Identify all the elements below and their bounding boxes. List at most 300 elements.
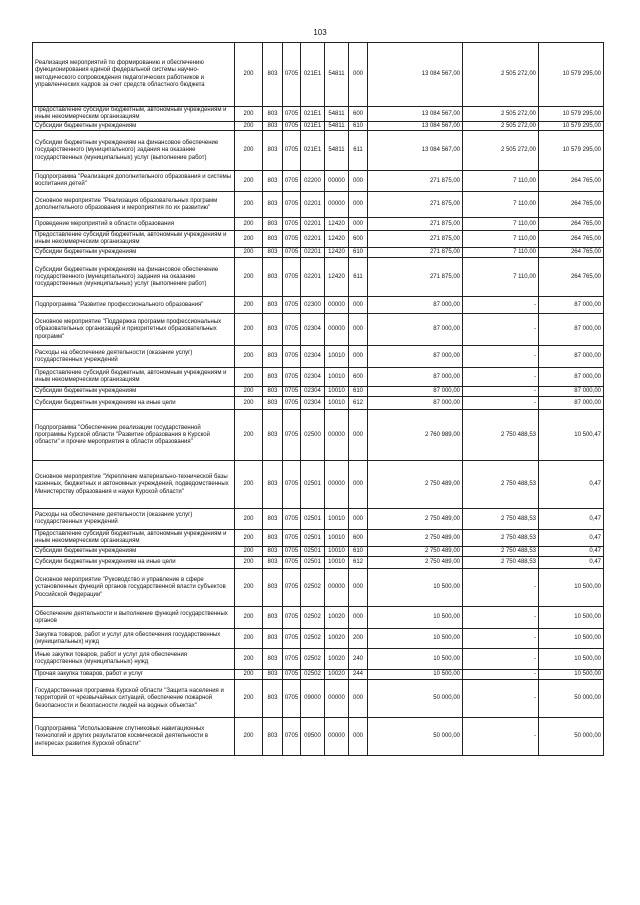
row-section-code: 803 xyxy=(263,607,283,629)
row-target-article-part2: 00000 xyxy=(325,569,349,607)
row-subsection-code: 0705 xyxy=(283,547,301,557)
row-admin-code: 200 xyxy=(235,43,263,107)
row-target-article-part2: 12420 xyxy=(325,258,349,297)
table-row xyxy=(33,171,604,192)
row-admin-code: 200 xyxy=(235,530,263,547)
row-target-article-part2: 10010 xyxy=(325,346,349,368)
row-amount-executed: 7 110,00 xyxy=(463,248,539,258)
row-amount-executed: 2 505 272,00 xyxy=(463,107,539,122)
row-subsection-code: 0705 xyxy=(283,397,301,410)
row-amount-remaining: 264 765,00 xyxy=(539,258,604,297)
table-row xyxy=(33,314,604,346)
row-amount-executed: 2 505 272,00 xyxy=(463,122,539,131)
row-section-code: 803 xyxy=(263,530,283,547)
row-amount-remaining: 10 579 295,00 xyxy=(539,43,604,107)
row-expense-type: 610 xyxy=(349,122,368,131)
table-row xyxy=(33,387,604,397)
row-amount-approved: 87 000,00 xyxy=(368,314,463,346)
row-target-article-part2: 54811 xyxy=(325,43,349,107)
row-amount-executed: 7 110,00 xyxy=(463,218,539,231)
row-target-article-part2: 10010 xyxy=(325,547,349,557)
row-section-code: 803 xyxy=(263,368,283,387)
row-target-article-part1: 02304 xyxy=(301,397,325,410)
row-subsection-code: 0705 xyxy=(283,171,301,192)
row-subsection-code: 0705 xyxy=(283,509,301,530)
row-amount-approved: 10 500,00 xyxy=(368,649,463,670)
row-name: Субсидии бюджетным учреждениям xyxy=(33,547,235,557)
row-name: Предоставление субсидий бюджетным, автономным учреждениям и иным некоммерческим организациям xyxy=(33,107,235,122)
table-row xyxy=(33,629,604,649)
row-amount-approved: 271 875,00 xyxy=(368,248,463,258)
row-admin-code: 200 xyxy=(235,218,263,231)
row-amount-executed: 2 750 488,53 xyxy=(463,557,539,569)
row-target-article-part2: 00000 xyxy=(325,461,349,509)
row-amount-executed: 7 110,00 xyxy=(463,192,539,218)
row-target-article-part2: 00000 xyxy=(325,718,349,756)
row-target-article-part2: 54811 xyxy=(325,131,349,171)
budget-table xyxy=(32,42,604,756)
row-expense-type: 610 xyxy=(349,547,368,557)
row-amount-approved: 271 875,00 xyxy=(368,218,463,231)
row-amount-executed: - xyxy=(463,314,539,346)
row-admin-code: 200 xyxy=(235,297,263,314)
row-amount-remaining: 50 000,00 xyxy=(539,718,604,756)
row-target-article-part2: 12420 xyxy=(325,218,349,231)
row-admin-code: 200 xyxy=(235,509,263,530)
row-amount-approved: 87 000,00 xyxy=(368,368,463,387)
row-amount-executed: - xyxy=(463,397,539,410)
row-target-article-part1: 021E1 xyxy=(301,107,325,122)
row-admin-code: 200 xyxy=(235,607,263,629)
row-amount-approved: 2 750 489,00 xyxy=(368,461,463,509)
row-amount-approved: 13 084 567,00 xyxy=(368,122,463,131)
row-name: Основное мероприятие "Укрепление материально-технической базы казенных, бюджетных и автономных учреждений, подведомственных Министерству образования и науки Курской области" xyxy=(33,461,235,509)
row-amount-executed: 2 750 488,53 xyxy=(463,509,539,530)
row-target-article-part2: 00000 xyxy=(325,192,349,218)
row-section-code: 803 xyxy=(263,122,283,131)
row-amount-remaining: 0,47 xyxy=(539,547,604,557)
table-row xyxy=(33,557,604,569)
row-amount-remaining: 0,47 xyxy=(539,461,604,509)
row-section-code: 803 xyxy=(263,297,283,314)
row-expense-type: 611 xyxy=(349,258,368,297)
row-target-article-part2: 00000 xyxy=(325,171,349,192)
row-target-article-part1: 02500 xyxy=(301,410,325,461)
row-target-article-part2: 00000 xyxy=(325,410,349,461)
row-target-article-part2: 10010 xyxy=(325,387,349,397)
row-section-code: 803 xyxy=(263,387,283,397)
row-subsection-code: 0705 xyxy=(283,680,301,718)
row-expense-type: 000 xyxy=(349,718,368,756)
row-target-article-part2: 10010 xyxy=(325,397,349,410)
table-row xyxy=(33,410,604,461)
row-amount-approved: 271 875,00 xyxy=(368,231,463,248)
row-target-article-part2: 10020 xyxy=(325,649,349,670)
row-name: Подпрограмма "Использование спутниковых навигационных технологий и других результатов космической деятельности в интересах развития Курской области" xyxy=(33,718,235,756)
row-section-code: 803 xyxy=(263,557,283,569)
row-subsection-code: 0705 xyxy=(283,346,301,368)
row-name: Субсидии бюджетным учреждениям xyxy=(33,387,235,397)
row-name: Основное мероприятие "Реализация образовательных программ дополнительного образования и мероприятия по их развитию" xyxy=(33,192,235,218)
row-admin-code: 200 xyxy=(235,557,263,569)
table-row xyxy=(33,461,604,509)
table-row xyxy=(33,569,604,607)
row-target-article-part1: 02501 xyxy=(301,547,325,557)
row-expense-type: 200 xyxy=(349,629,368,649)
row-amount-executed: 7 110,00 xyxy=(463,258,539,297)
row-target-article-part1: 09000 xyxy=(301,680,325,718)
row-amount-executed: - xyxy=(463,569,539,607)
row-name: Иные закупки товаров, работ и услуг для обеспечения государственных (муниципальных) нужд xyxy=(33,649,235,670)
row-amount-approved: 50 000,00 xyxy=(368,718,463,756)
row-admin-code: 200 xyxy=(235,248,263,258)
row-target-article-part2: 10020 xyxy=(325,607,349,629)
row-name: Субсидии бюджетным учреждениям на иные цели xyxy=(33,397,235,410)
row-amount-remaining: 10 500,00 xyxy=(539,629,604,649)
row-section-code: 803 xyxy=(263,629,283,649)
row-amount-remaining: 10 500,47 xyxy=(539,410,604,461)
row-admin-code: 200 xyxy=(235,231,263,248)
row-section-code: 803 xyxy=(263,43,283,107)
row-amount-executed: - xyxy=(463,607,539,629)
table-row xyxy=(33,547,604,557)
row-amount-executed: 7 110,00 xyxy=(463,171,539,192)
row-name: Предоставление субсидий бюджетным, автономным учреждениям и иным некоммерческим организациям xyxy=(33,231,235,248)
row-expense-type: 610 xyxy=(349,387,368,397)
row-amount-executed: - xyxy=(463,649,539,670)
row-amount-executed: - xyxy=(463,297,539,314)
row-admin-code: 200 xyxy=(235,346,263,368)
table-row xyxy=(33,231,604,248)
row-target-article-part2: 12420 xyxy=(325,231,349,248)
row-subsection-code: 0705 xyxy=(283,368,301,387)
row-expense-type: 000 xyxy=(349,680,368,718)
row-amount-approved: 2 750 489,00 xyxy=(368,557,463,569)
row-section-code: 803 xyxy=(263,346,283,368)
row-amount-executed: 2 750 488,53 xyxy=(463,461,539,509)
row-admin-code: 200 xyxy=(235,680,263,718)
row-admin-code: 200 xyxy=(235,314,263,346)
row-expense-type: 000 xyxy=(349,509,368,530)
row-name: Расходы на обеспечение деятельности (оказание услуг) государственных учреждений xyxy=(33,346,235,368)
row-expense-type: 612 xyxy=(349,557,368,569)
row-expense-type: 000 xyxy=(349,410,368,461)
row-subsection-code: 0705 xyxy=(283,410,301,461)
table-row xyxy=(33,530,604,547)
row-section-code: 803 xyxy=(263,397,283,410)
row-subsection-code: 0705 xyxy=(283,607,301,629)
row-amount-remaining: 50 000,00 xyxy=(539,680,604,718)
row-amount-approved: 271 875,00 xyxy=(368,171,463,192)
row-target-article-part1: 02502 xyxy=(301,607,325,629)
row-subsection-code: 0705 xyxy=(283,387,301,397)
row-section-code: 803 xyxy=(263,314,283,346)
row-target-article-part1: 02201 xyxy=(301,218,325,231)
row-amount-executed: - xyxy=(463,387,539,397)
row-subsection-code: 0705 xyxy=(283,314,301,346)
table-row xyxy=(33,346,604,368)
row-expense-type: 600 xyxy=(349,231,368,248)
row-amount-approved: 10 500,00 xyxy=(368,569,463,607)
row-amount-approved: 2 750 489,00 xyxy=(368,509,463,530)
row-target-article-part1: 09500 xyxy=(301,718,325,756)
row-amount-approved: 13 084 567,00 xyxy=(368,43,463,107)
row-section-code: 803 xyxy=(263,192,283,218)
row-amount-approved: 87 000,00 xyxy=(368,346,463,368)
row-target-article-part1: 02502 xyxy=(301,569,325,607)
table-row xyxy=(33,368,604,387)
row-subsection-code: 0705 xyxy=(283,461,301,509)
row-target-article-part2: 00000 xyxy=(325,314,349,346)
row-amount-approved: 10 500,00 xyxy=(368,629,463,649)
table-row xyxy=(33,248,604,258)
row-target-article-part2: 10010 xyxy=(325,530,349,547)
row-expense-type: 244 xyxy=(349,670,368,680)
row-amount-approved: 87 000,00 xyxy=(368,387,463,397)
row-subsection-code: 0705 xyxy=(283,297,301,314)
row-amount-approved: 13 084 567,00 xyxy=(368,131,463,171)
table-row xyxy=(33,122,604,131)
row-amount-executed: - xyxy=(463,670,539,680)
table-row xyxy=(33,192,604,218)
row-amount-remaining: 10 500,00 xyxy=(539,649,604,670)
row-amount-remaining: 0,47 xyxy=(539,530,604,547)
row-subsection-code: 0705 xyxy=(283,649,301,670)
row-name: Государственная программа Курской области "Защита населения и территорий от чрезвычайных ситуаций, обеспечение пожарной безопасности и безопасности людей на водных объектах" xyxy=(33,680,235,718)
row-amount-executed: - xyxy=(463,368,539,387)
row-name: Подпрограмма "Реализация дополнительного образования и системы воспитания детей" xyxy=(33,171,235,192)
row-admin-code: 200 xyxy=(235,387,263,397)
row-admin-code: 200 xyxy=(235,258,263,297)
row-target-article-part1: 021E1 xyxy=(301,43,325,107)
row-amount-remaining: 87 000,00 xyxy=(539,314,604,346)
row-expense-type: 000 xyxy=(349,607,368,629)
row-amount-executed: - xyxy=(463,346,539,368)
row-target-article-part1: 021E1 xyxy=(301,131,325,171)
table-row xyxy=(33,297,604,314)
row-section-code: 803 xyxy=(263,547,283,557)
row-amount-remaining: 87 000,00 xyxy=(539,387,604,397)
row-admin-code: 200 xyxy=(235,569,263,607)
row-amount-remaining: 10 500,00 xyxy=(539,607,604,629)
row-amount-approved: 2 750 489,00 xyxy=(368,530,463,547)
row-subsection-code: 0705 xyxy=(283,231,301,248)
row-target-article-part2: 54811 xyxy=(325,122,349,131)
row-expense-type: 600 xyxy=(349,368,368,387)
row-amount-remaining: 87 000,00 xyxy=(539,297,604,314)
row-section-code: 803 xyxy=(263,231,283,248)
row-expense-type: 000 xyxy=(349,43,368,107)
row-target-article-part2: 00000 xyxy=(325,297,349,314)
row-section-code: 803 xyxy=(263,649,283,670)
row-subsection-code: 0705 xyxy=(283,569,301,607)
row-name: Субсидии бюджетным учреждениям xyxy=(33,248,235,258)
row-admin-code: 200 xyxy=(235,629,263,649)
row-name: Субсидии бюджетным учреждениям на финансовое обеспечение государственного (муниципального) задания на оказание государственных (муниципальных) услуг (выполнение работ) xyxy=(33,131,235,171)
table-row xyxy=(33,670,604,680)
row-amount-executed: 2 750 488,53 xyxy=(463,530,539,547)
row-amount-remaining: 264 765,00 xyxy=(539,192,604,218)
row-target-article-part1: 02304 xyxy=(301,314,325,346)
row-expense-type: 000 xyxy=(349,569,368,607)
row-amount-executed: - xyxy=(463,718,539,756)
row-name: Расходы на обеспечение деятельности (оказание услуг) государственных учреждений xyxy=(33,509,235,530)
row-admin-code: 200 xyxy=(235,368,263,387)
row-section-code: 803 xyxy=(263,410,283,461)
row-target-article-part1: 021E1 xyxy=(301,122,325,131)
row-amount-approved: 13 084 567,00 xyxy=(368,107,463,122)
row-name: Предоставление субсидий бюджетным, автономным учреждениям и иным некоммерческим организациям xyxy=(33,368,235,387)
row-target-article-part2: 10020 xyxy=(325,629,349,649)
row-admin-code: 200 xyxy=(235,192,263,218)
row-section-code: 803 xyxy=(263,171,283,192)
table-row xyxy=(33,680,604,718)
row-admin-code: 200 xyxy=(235,107,263,122)
row-amount-remaining: 264 765,00 xyxy=(539,171,604,192)
page-number: 103 xyxy=(313,28,327,37)
row-amount-approved: 2 760 989,00 xyxy=(368,410,463,461)
row-amount-remaining: 264 765,00 xyxy=(539,218,604,231)
row-subsection-code: 0705 xyxy=(283,557,301,569)
row-amount-executed: 2 750 488,53 xyxy=(463,547,539,557)
row-admin-code: 200 xyxy=(235,410,263,461)
row-target-article-part1: 02502 xyxy=(301,670,325,680)
row-section-code: 803 xyxy=(263,107,283,122)
row-amount-remaining: 87 000,00 xyxy=(539,368,604,387)
table-row xyxy=(33,218,604,231)
row-name: Основное мероприятие "Поддержка программ профессиональных образовательных организаций и приоритетных образовательных программ" xyxy=(33,314,235,346)
row-section-code: 803 xyxy=(263,509,283,530)
row-section-code: 803 xyxy=(263,461,283,509)
row-admin-code: 200 xyxy=(235,397,263,410)
row-target-article-part1: 02200 xyxy=(301,171,325,192)
row-subsection-code: 0705 xyxy=(283,122,301,131)
row-target-article-part1: 02502 xyxy=(301,649,325,670)
row-target-article-part1: 02201 xyxy=(301,258,325,297)
row-amount-executed: - xyxy=(463,680,539,718)
row-subsection-code: 0705 xyxy=(283,629,301,649)
row-target-article-part2: 10010 xyxy=(325,509,349,530)
row-amount-approved: 10 500,00 xyxy=(368,670,463,680)
row-target-article-part1: 02201 xyxy=(301,192,325,218)
row-amount-remaining: 0,47 xyxy=(539,557,604,569)
row-name: Прочая закупка товаров, работ и услуг xyxy=(33,670,235,680)
row-subsection-code: 0705 xyxy=(283,43,301,107)
row-expense-type: 610 xyxy=(349,248,368,258)
row-target-article-part2: 00000 xyxy=(325,680,349,718)
row-subsection-code: 0705 xyxy=(283,258,301,297)
row-name: Субсидии бюджетным учреждениям на финансовое обеспечение государственного (муниципального) задания на оказание государственных (муниципальных) услуг (выполнение работ) xyxy=(33,258,235,297)
row-amount-executed: 2 750 488,53 xyxy=(463,410,539,461)
row-amount-approved: 87 000,00 xyxy=(368,397,463,410)
table-row xyxy=(33,509,604,530)
row-target-article-part2: 10010 xyxy=(325,368,349,387)
row-amount-executed: - xyxy=(463,629,539,649)
row-expense-type: 000 xyxy=(349,461,368,509)
table-row xyxy=(33,131,604,171)
row-expense-type: 000 xyxy=(349,218,368,231)
row-name: Предоставление субсидий бюджетным, автономным учреждениям и иным некоммерческим организациям xyxy=(33,530,235,547)
row-section-code: 803 xyxy=(263,218,283,231)
row-target-article-part2: 12420 xyxy=(325,248,349,258)
table-row xyxy=(33,718,604,756)
row-name: Проведение мероприятий в области образования xyxy=(33,218,235,231)
row-target-article-part1: 02201 xyxy=(301,248,325,258)
row-admin-code: 200 xyxy=(235,122,263,131)
row-admin-code: 200 xyxy=(235,670,263,680)
row-admin-code: 200 xyxy=(235,131,263,171)
row-amount-approved: 50 000,00 xyxy=(368,680,463,718)
row-target-article-part2: 10020 xyxy=(325,670,349,680)
row-amount-remaining: 10 579 295,00 xyxy=(539,131,604,171)
row-section-code: 803 xyxy=(263,258,283,297)
row-amount-remaining: 264 765,00 xyxy=(539,248,604,258)
row-amount-approved: 2 750 489,00 xyxy=(368,547,463,557)
row-admin-code: 200 xyxy=(235,718,263,756)
row-subsection-code: 0705 xyxy=(283,670,301,680)
row-section-code: 803 xyxy=(263,680,283,718)
row-admin-code: 200 xyxy=(235,461,263,509)
row-section-code: 803 xyxy=(263,670,283,680)
row-subsection-code: 0705 xyxy=(283,107,301,122)
row-name: Субсидии бюджетным учреждениям xyxy=(33,122,235,131)
row-target-article-part1: 02501 xyxy=(301,461,325,509)
row-section-code: 803 xyxy=(263,569,283,607)
row-admin-code: 200 xyxy=(235,547,263,557)
row-admin-code: 200 xyxy=(235,649,263,670)
table-row xyxy=(33,107,604,122)
table-row xyxy=(33,43,604,107)
row-section-code: 803 xyxy=(263,131,283,171)
row-target-article-part1: 02501 xyxy=(301,530,325,547)
row-expense-type: 240 xyxy=(349,649,368,670)
row-expense-type: 612 xyxy=(349,397,368,410)
row-target-article-part1: 02304 xyxy=(301,346,325,368)
row-name: Реализация мероприятий по формированию и обеспечению функционирования единой федеральной системы научно-методического сопровождения педагогических работников и управленческих кадров за счет средств областного бюджета xyxy=(33,43,235,107)
row-name: Обеспечение деятельности и выполнение функций государственных органов xyxy=(33,607,235,629)
row-subsection-code: 0705 xyxy=(283,718,301,756)
row-expense-type: 000 xyxy=(349,314,368,346)
row-expense-type: 000 xyxy=(349,297,368,314)
row-amount-executed: 2 505 272,00 xyxy=(463,43,539,107)
row-section-code: 803 xyxy=(263,248,283,258)
row-expense-type: 600 xyxy=(349,107,368,122)
row-name: Субсидии бюджетным учреждениям на иные цели xyxy=(33,557,235,569)
row-amount-approved: 10 500,00 xyxy=(368,607,463,629)
row-expense-type: 600 xyxy=(349,530,368,547)
row-amount-executed: 2 505 272,00 xyxy=(463,131,539,171)
table-row xyxy=(33,649,604,670)
row-amount-approved: 271 875,00 xyxy=(368,192,463,218)
row-amount-remaining: 264 765,00 xyxy=(539,231,604,248)
row-target-article-part1: 02304 xyxy=(301,387,325,397)
row-name: Основное мероприятие "Руководство и управление в сфере установленных функций органов государственной власти субъектов Российской Федерации" xyxy=(33,569,235,607)
row-amount-approved: 87 000,00 xyxy=(368,297,463,314)
row-target-article-part1: 02304 xyxy=(301,368,325,387)
row-section-code: 803 xyxy=(263,718,283,756)
row-expense-type: 000 xyxy=(349,192,368,218)
row-subsection-code: 0705 xyxy=(283,218,301,231)
row-amount-remaining: 10 500,00 xyxy=(539,670,604,680)
row-target-article-part1: 02201 xyxy=(301,231,325,248)
row-amount-remaining: 10 579 295,00 xyxy=(539,107,604,122)
row-name: Подпрограмма "Развитие профессионального образования" xyxy=(33,297,235,314)
row-admin-code: 200 xyxy=(235,171,263,192)
row-subsection-code: 0705 xyxy=(283,248,301,258)
row-amount-remaining: 10 500,00 xyxy=(539,569,604,607)
table-row xyxy=(33,607,604,629)
row-amount-remaining: 10 579 295,00 xyxy=(539,122,604,131)
